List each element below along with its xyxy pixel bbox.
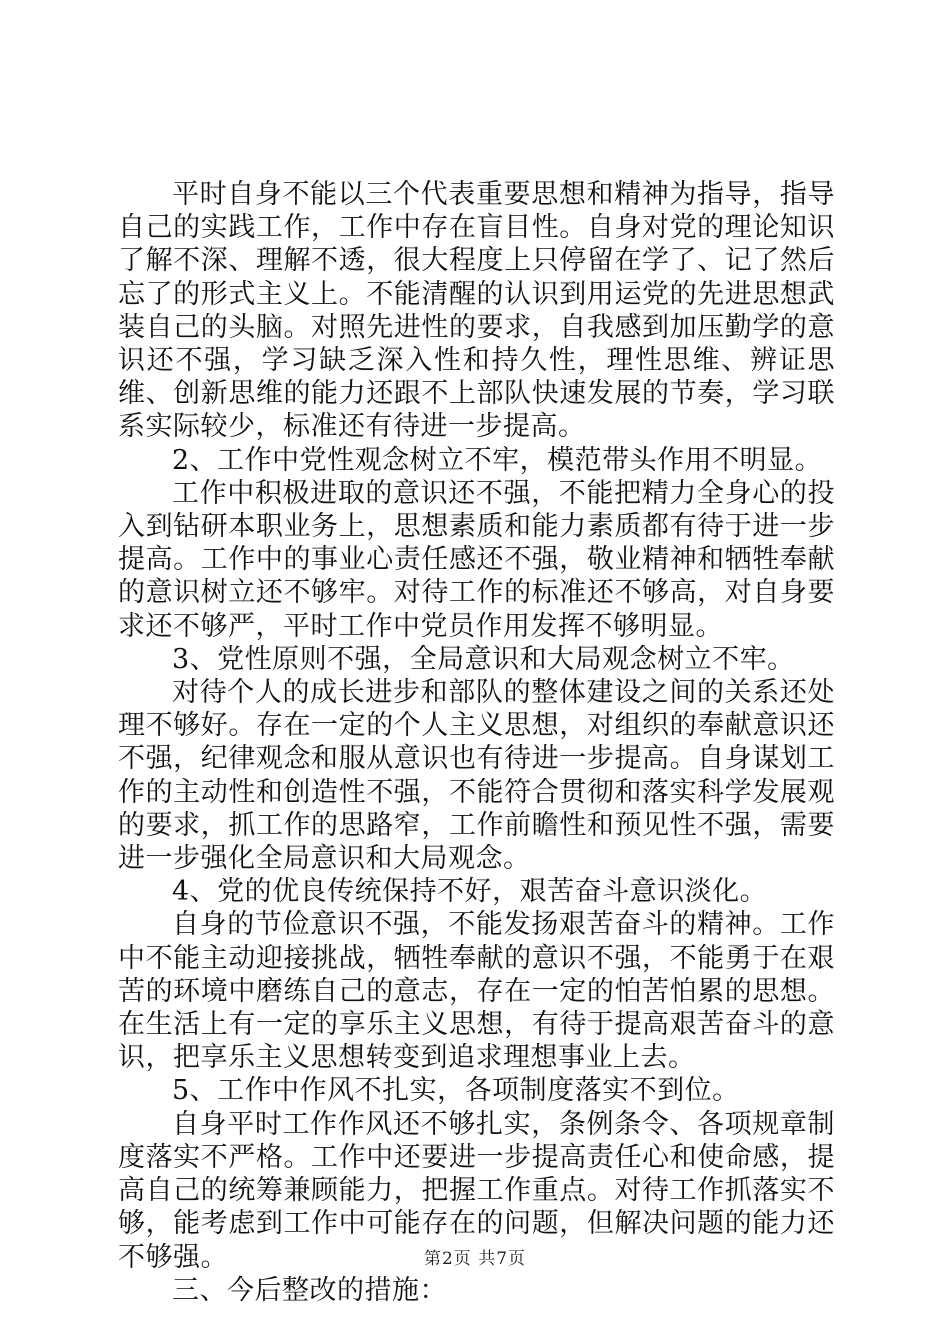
paragraph-item-5-detail: 自身平时工作作风还不够扎实，条例条令、各项规章制度落实不严格。工作中还要进一步提高责任心和使命感，提高自己的统筹兼顾能力，把握工作重点。对待工作抓落实不够，能考虑到工作中可能存在的问题，但解决问题的能力还不够强。	[118, 1108, 835, 1273]
section-heading-measures: 三、今后整改的措施：	[172, 1274, 447, 1306]
heading-item-5: 5、工作中作风不扎实，各项制度落实不到位。	[172, 1075, 740, 1107]
paragraph-item-4-detail: 自身的节俭意识不强，不能发扬艰苦奋斗的精神。工作中不能主动迎接挑战，牺牲奉献的意识不强，不能勇于在艰苦的环境中磨练自己的意志，存在一定的怕苦怕累的思想。在生活上有一定的享乐主义思想，有待于提高艰苦奋斗的意识，把享乐主义思想转变到追求理想事业上去。	[118, 909, 835, 1074]
paragraph-study-shortcomings: 平时自身不能以三个代表重要思想和精神为指导，指导自己的实践工作，工作中存在盲目性。自身对党的理论知识了解不深、理解不透，很大程度上只停留在学了、记了然后忘了的形式主义上。不能清醒的认识到用运党的先进思想武装自己的头脑。对照先进性的要求，自我感到加压勤学的意识还不强，学习缺乏深入性和持久性，理性思维、辨证思维、创新思维的能力还跟不上部队快速发展的节奏，学习联系实际较少，标准还有待进一步提高。	[118, 179, 835, 443]
heading-item-4: 4、党的优良传统保持不好，艰苦奋斗意识淡化。	[172, 876, 768, 908]
paragraph-item-3-detail: 对待个人的成长进步和部队的整体建设之间的关系还处理不够好。存在一定的个人主义思想，对组织的奉献意识还不强，纪律观念和服从意识也有待进一步提高。自身谋划工作的主动性和创造性不强，不能符合贯彻和落实科学发展观的要求，抓工作的思路窄，工作前瞻性和预见性不强，需要进一步强化全局意识和大局观念。	[118, 677, 835, 875]
paragraph-item-2-detail: 工作中积极进取的意识还不强，不能把精力全身心的投入到钻研本职业务上，思想素质和能力素质都有待于进一步提高。工作中的事业心责任感还不强，敬业精神和牺牲奉献的意识树立还不够牢。对待工作的标准还不够高，对自身要求还不够严，平时工作中党员作用发挥不够明显。	[118, 477, 835, 642]
heading-item-3: 3、党性原则不强，全局意识和大局观念树立不牢。	[172, 643, 795, 675]
page-number-footer: 第2页 共7页	[423, 1249, 527, 1269]
heading-item-2: 2、工作中党性观念树立不牢，模范带头作用不明显。	[172, 444, 823, 476]
document-body	[118, 178, 835, 1307]
